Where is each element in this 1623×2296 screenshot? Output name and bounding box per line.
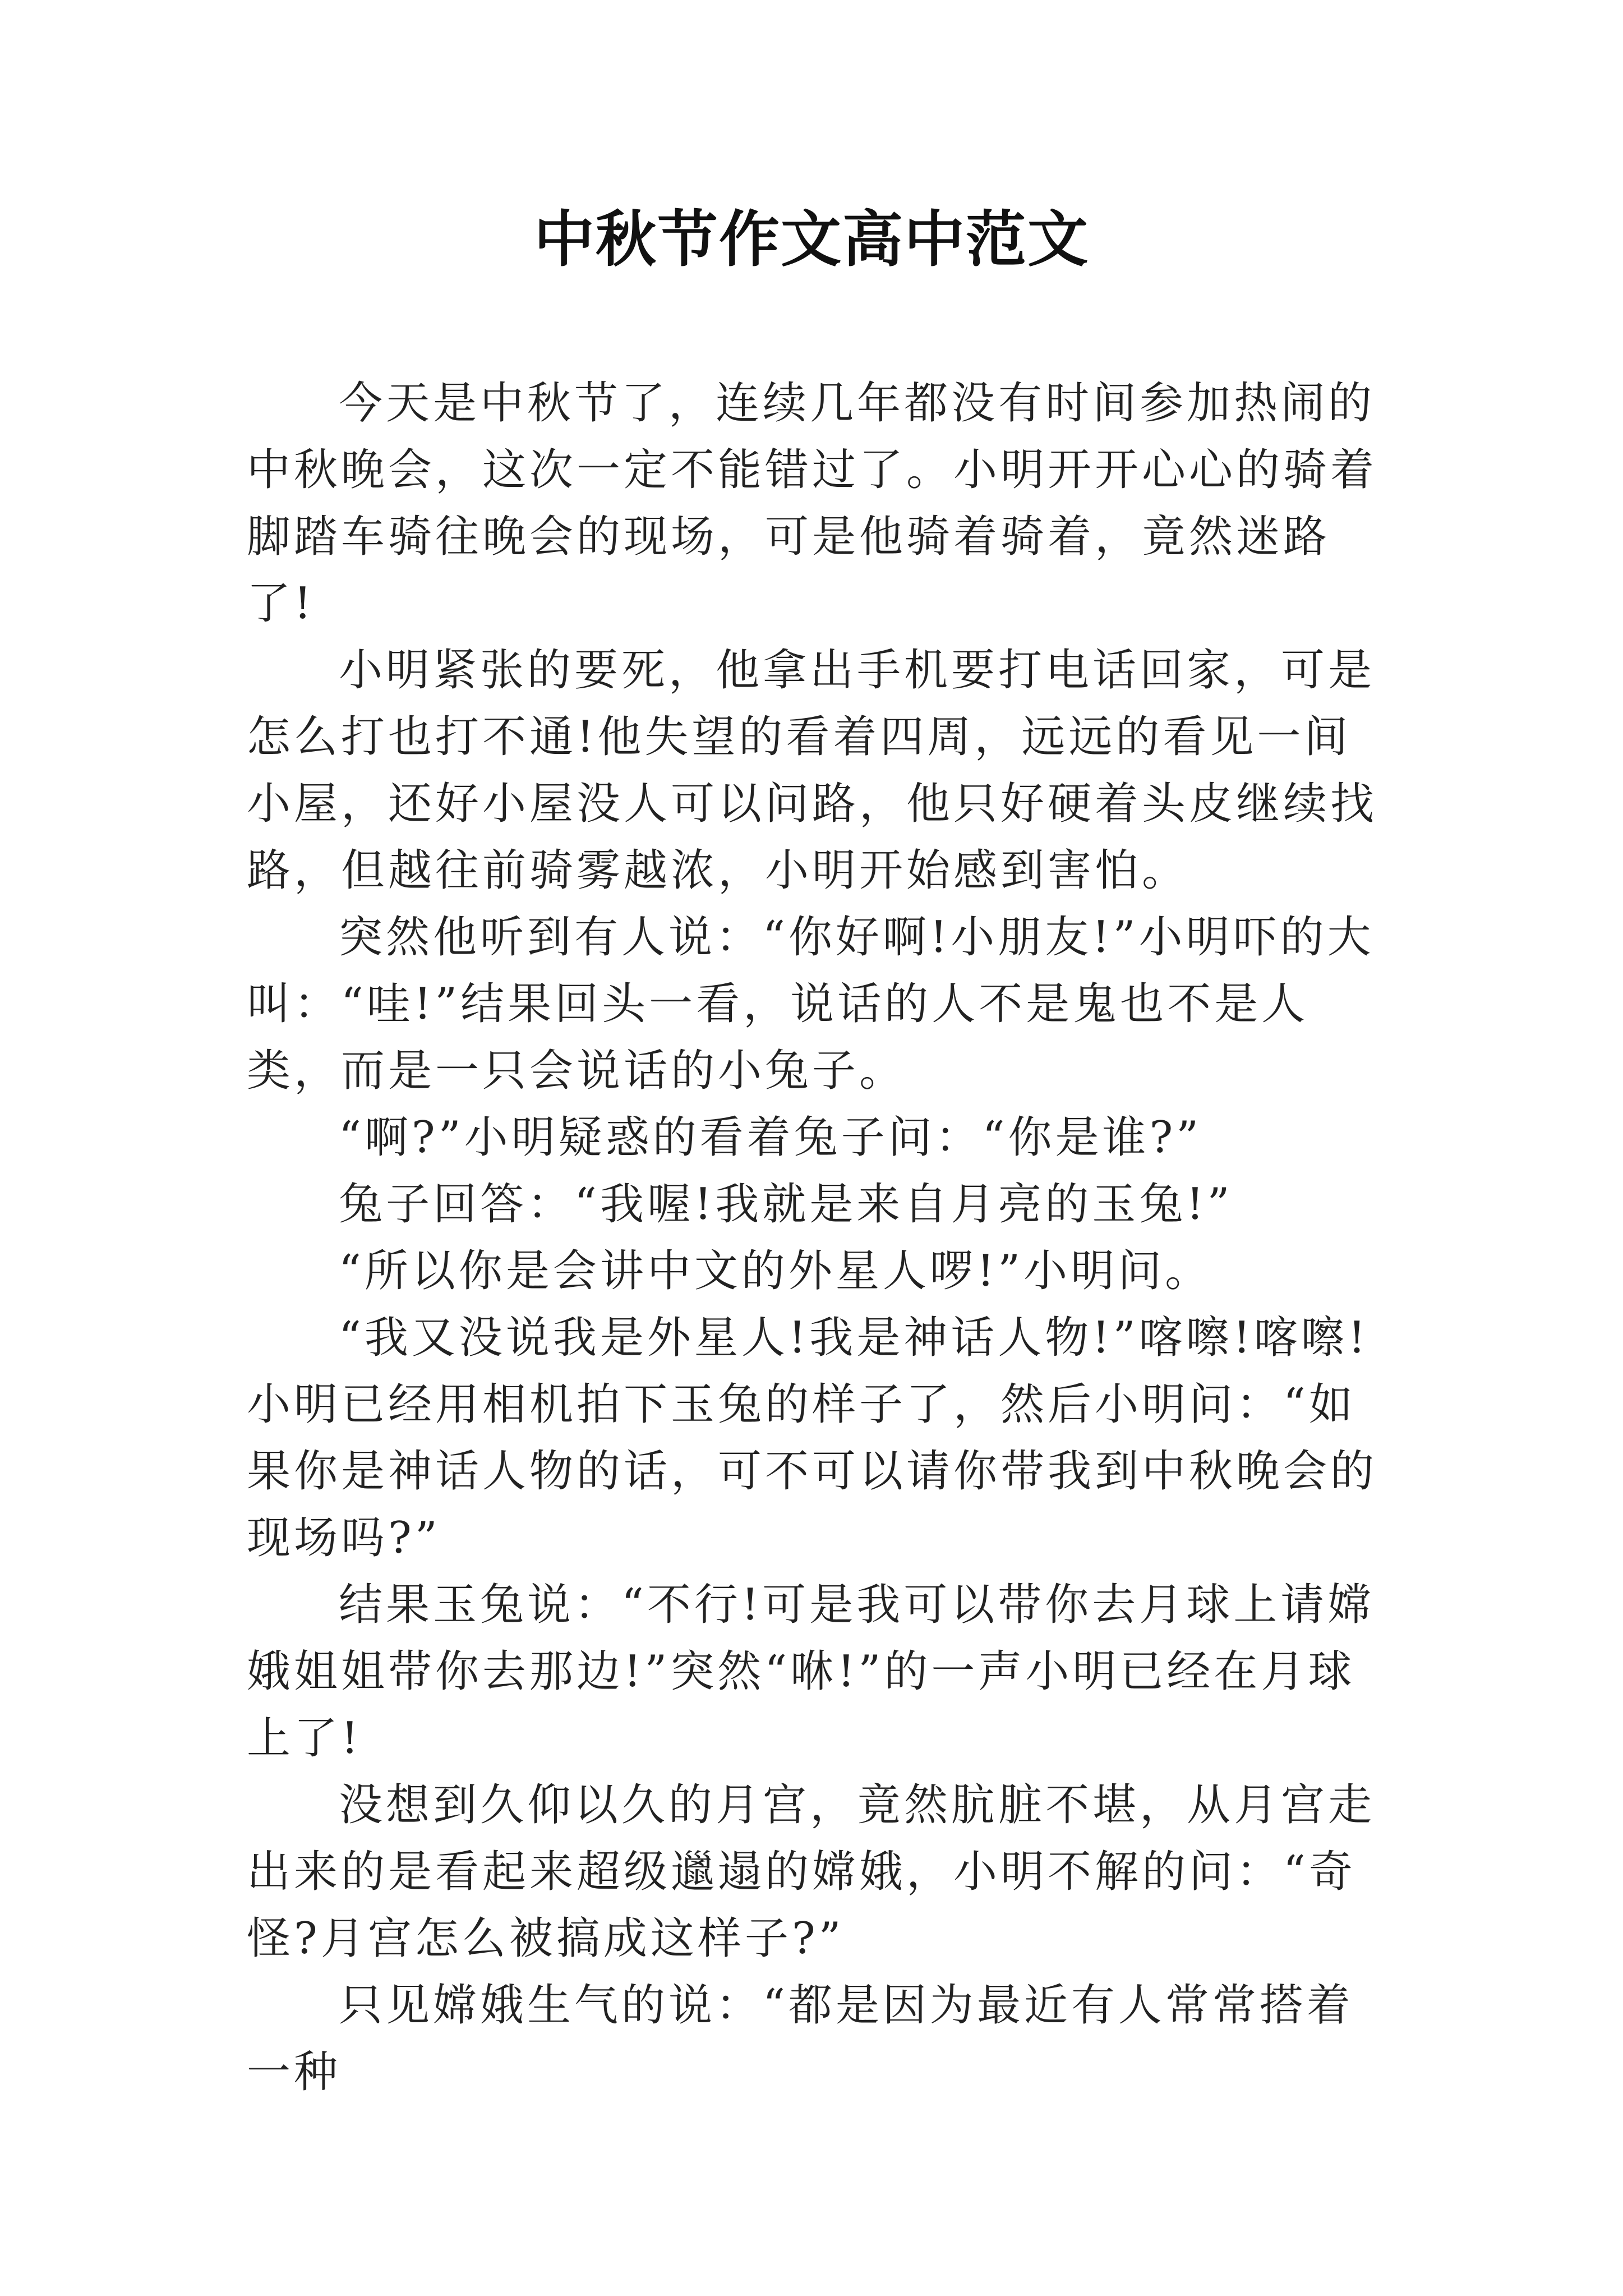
paragraph: “啊?”小明疑惑的看着兔子问：“你是谁?” (339, 1112, 1202, 1163)
paragraph: 结果玉兔说：“不行!可是我可以带你去月球上请嫦娥姐姐带你去那边!”突然“咻!”的一声小明已经在月球上了! (247, 1580, 1375, 1764)
paragraph: “所以你是会讲中文的外星人啰!”小明问。 (339, 1246, 1212, 1296)
paragraph: 没想到久仰以久的月宫，竟然肮脏不堪，从月宫走出来的是看起来超级邋遢的嫦娥，小明不解的问：“奇怪?月宫怎么被搞成这样子?” (247, 1780, 1376, 1964)
paragraph: “我又没说我是外星人!我是神话人物!”喀嚓!喀嚓!小明已经用相机拍下玉兔的样子了，然后小明问：“如果你是神话人物的话，可不可以请你带我到中秋晚会的现场吗?” (247, 1313, 1378, 1563)
document-body (247, 370, 1391, 2106)
paragraph: 小明紧张的要死，他拿出手机要打电话回家，可是怎么打也打不通!他失望的看着四周，远远的看见一间小屋，还好小屋没人可以问路，他只好硬着头皮继续找路，但越往前骑雾越浓，小明开始感到害怕。 (247, 645, 1378, 896)
paragraph: 突然他听到有人说：“你好啊!小朋友!”小明吓的大叫：“哇!”结果回头一看，说话的人不是鬼也不是人类，而是一只会说话的小兔子。 (247, 912, 1375, 1096)
paragraph: 兔子回答：“我喔!我就是来自月亮的玉兔!” (339, 1179, 1233, 1230)
paragraph: 今天是中秋节了，连续几年都没有时间参加热闹的中秋晚会，这次一定不能错过了。小明开开心心的骑着脚踏车骑往晚会的现场，可是他骑着骑着，竟然迷路了! (247, 378, 1378, 629)
paragraph: 只见嫦娥生气的说：“都是因为最近有人常常搭着一种 (247, 1980, 1354, 2097)
document-title: 中秋节作文高中范文 (533, 204, 1089, 275)
